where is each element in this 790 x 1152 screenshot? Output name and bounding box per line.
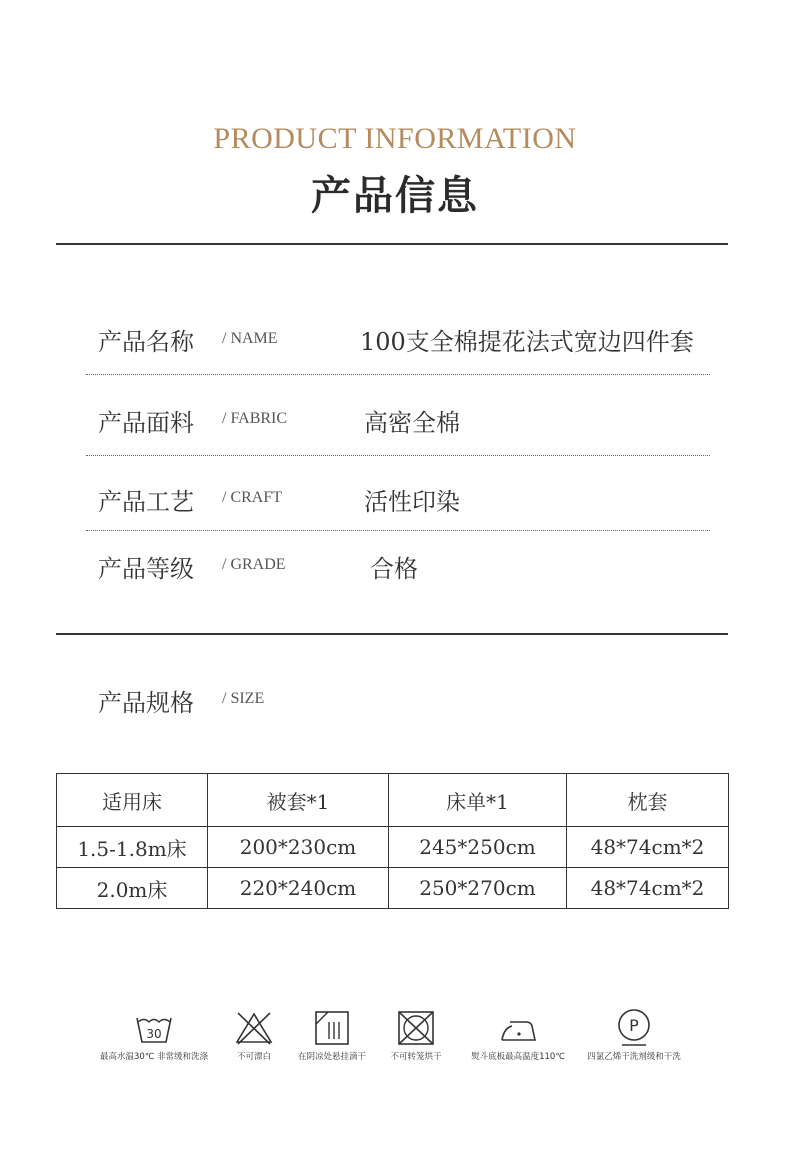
table-cell: 200*230cm bbox=[208, 827, 389, 868]
care-item-iron bbox=[466, 1010, 570, 1062]
info-label-craft: 产品工艺 bbox=[98, 488, 194, 516]
size-sub: / SIZE bbox=[222, 690, 265, 707]
table-cell: 1.5-1.8m床 bbox=[57, 827, 208, 868]
table-cell: 250*270cm bbox=[389, 868, 567, 909]
info-sub-fabric: / FABRIC bbox=[222, 410, 288, 427]
care-item-dry-clean bbox=[580, 1006, 688, 1062]
dry-clean-p-icon bbox=[614, 1006, 654, 1046]
table-cell: 220*240cm bbox=[208, 868, 389, 909]
table-header-cell: 床单*1 bbox=[389, 774, 567, 827]
info-label-name: 产品名称 bbox=[98, 328, 194, 356]
divider-top bbox=[56, 243, 728, 245]
info-sub-name: / NAME bbox=[222, 330, 278, 347]
divider-dotted bbox=[86, 455, 710, 456]
care-item-bleach bbox=[222, 1010, 286, 1062]
info-label-fabric: 产品面料 bbox=[98, 409, 194, 437]
care-item-wash bbox=[96, 1010, 212, 1062]
care-caption: 不可转笼烘干 bbox=[390, 1052, 442, 1062]
table-cell: 48*74cm*2 bbox=[567, 827, 729, 868]
table-row bbox=[57, 827, 729, 868]
title-english: PRODUCT INFORMATION bbox=[213, 122, 577, 155]
care-caption: 不可漂白 bbox=[236, 1052, 271, 1062]
dry-clean-letter: P bbox=[629, 1016, 639, 1035]
divider-middle bbox=[56, 633, 728, 635]
info-label-grade: 产品等级 bbox=[98, 555, 194, 583]
info-value-name: 100支全棉提花法式宽边四件套 bbox=[360, 328, 694, 356]
title-chinese: 产品信息 bbox=[311, 173, 479, 219]
no-bleach-icon bbox=[234, 1010, 274, 1046]
no-tumble-dry-icon bbox=[396, 1010, 436, 1046]
table-header-cell: 枕套 bbox=[567, 774, 729, 827]
shade-drip-dry-icon bbox=[312, 1010, 352, 1046]
info-value-grade: 合格 bbox=[370, 555, 418, 583]
divider-dotted bbox=[86, 374, 710, 375]
info-sub-grade: / GRADE bbox=[222, 556, 286, 573]
care-caption: 四氯乙烯干洗剂缓和干洗 bbox=[587, 1052, 681, 1062]
care-item-tumble bbox=[380, 1010, 452, 1062]
size-label: 产品规格 bbox=[98, 689, 194, 717]
table-row bbox=[57, 868, 729, 909]
care-caption: 熨斗底板最高温度110℃ bbox=[471, 1052, 565, 1062]
table-header-cell: 被套*1 bbox=[208, 774, 389, 827]
table-header-row bbox=[57, 774, 729, 827]
care-item-drip-dry bbox=[290, 1010, 374, 1062]
info-sub-craft: / CRAFT bbox=[222, 489, 283, 506]
wash-temperature: 30 bbox=[146, 1027, 162, 1041]
care-caption: 在阴凉处悬挂滴干 bbox=[297, 1052, 366, 1062]
divider-dotted bbox=[86, 530, 710, 531]
iron-low-icon bbox=[498, 1010, 538, 1046]
info-value-craft: 活性印染 bbox=[364, 488, 460, 516]
wash-30-icon bbox=[134, 1010, 174, 1046]
info-value-fabric: 高密全棉 bbox=[364, 409, 460, 437]
table-header-cell: 适用床 bbox=[57, 774, 208, 827]
table-cell: 48*74cm*2 bbox=[567, 868, 729, 909]
table-cell: 2.0m床 bbox=[57, 868, 208, 909]
care-caption: 最高水温30℃ 非常缓和洗涤 bbox=[99, 1052, 209, 1062]
table-cell: 245*250cm bbox=[389, 827, 567, 868]
size-table bbox=[56, 773, 729, 909]
